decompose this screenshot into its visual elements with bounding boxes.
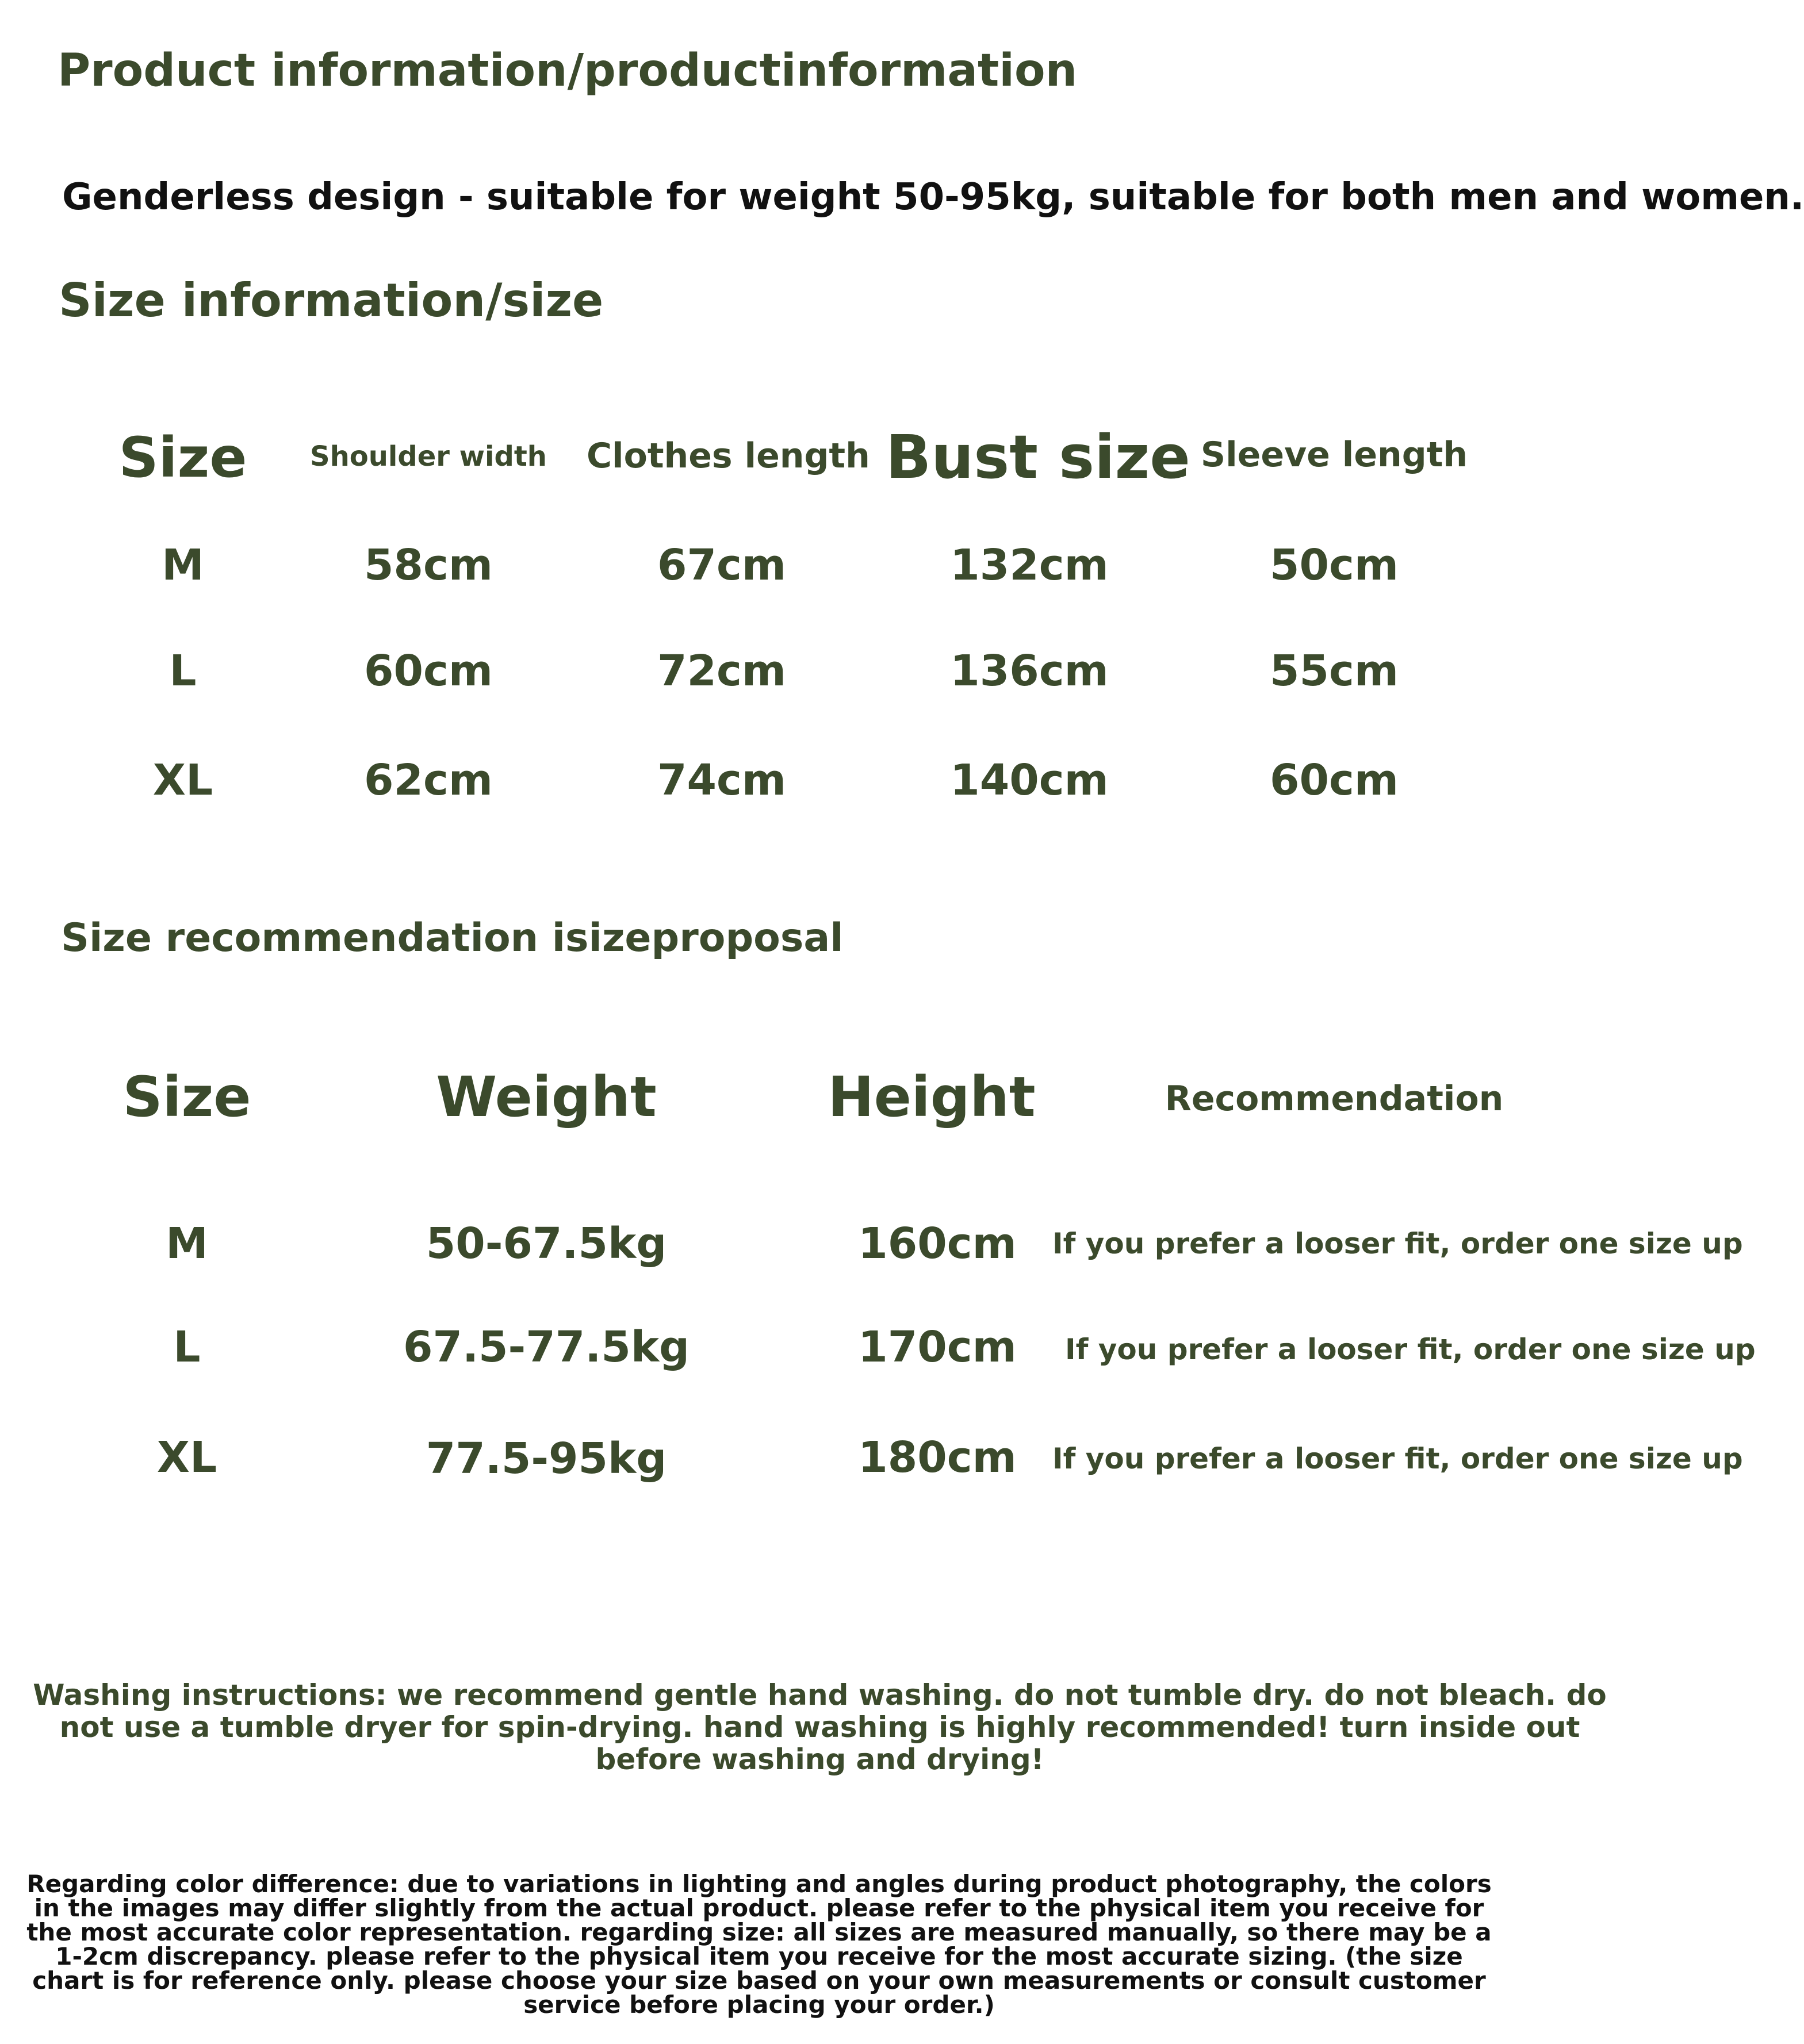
recommendation-row-xl-weight: 77.5-95kg bbox=[426, 1434, 667, 1483]
recommendation-row-xl-height: 180cm bbox=[858, 1433, 1017, 1482]
table-row-m-length: 67cm bbox=[657, 540, 786, 590]
recommendation-row-m-height: 160cm bbox=[858, 1219, 1017, 1268]
size-info-col-size: Size bbox=[118, 425, 247, 490]
table-row-xl-shoulder: 62cm bbox=[364, 756, 493, 805]
recommendation-col-size: Size bbox=[122, 1065, 251, 1129]
recommendation-col-recommendation: Recommendation bbox=[1165, 1079, 1504, 1119]
recommendation-row-xl-text: If you prefer a looser fit, order one size up bbox=[1052, 1442, 1743, 1475]
size-info-col-bust: Bust size bbox=[886, 422, 1190, 492]
page-title: Product information/productinformation bbox=[58, 45, 1078, 97]
size-info-col-sleeve: Sleeve length bbox=[1200, 435, 1468, 475]
recommendation-col-weight: Weight bbox=[436, 1065, 657, 1129]
page-subtitle: Genderless design - suitable for weight 50-95kg, suitable for both men and women. bbox=[62, 176, 1804, 218]
table-row-m-shoulder: 58cm bbox=[364, 540, 493, 590]
table-row-m-sleeve: 50cm bbox=[1270, 540, 1399, 590]
table-row-xl-sleeve: 60cm bbox=[1270, 756, 1399, 805]
table-row-m-size: M bbox=[162, 540, 204, 590]
size-info-col-shoulder: Shoulder width bbox=[310, 440, 547, 473]
recommendation-col-height: Height bbox=[828, 1065, 1036, 1129]
table-row-l-bust: 136cm bbox=[950, 646, 1109, 696]
recommendation-row-xl-size: XL bbox=[156, 1433, 217, 1482]
recommendation-row-l-height: 170cm bbox=[858, 1322, 1017, 1372]
table-row-m-bust: 132cm bbox=[950, 540, 1109, 590]
size-info-heading: Size information/size bbox=[59, 274, 604, 327]
recommendation-row-l-text: If you prefer a looser fit, order one size up bbox=[1065, 1333, 1756, 1366]
size-info-col-length: Clothes length bbox=[587, 436, 870, 476]
table-row-xl-bust: 140cm bbox=[950, 756, 1109, 805]
washing-instructions: Washing instructions: we recommend gentle hand washing. do not tumble dry. do not bleach. do not use a tumble dryer for spin-drying. hand washing is highly recommended! turn inside out before washing and drying! bbox=[33, 1678, 1607, 1776]
recommendation-row-l-size: L bbox=[173, 1322, 201, 1372]
recommendation-row-m-text: If you prefer a looser fit, order one size up bbox=[1052, 1227, 1743, 1260]
recommendation-row-m-weight: 50-67.5kg bbox=[426, 1219, 667, 1268]
color-size-disclaimer: Regarding color difference: due to variations in lighting and angles during product photography, the colors in the images may differ slightly from the actual product. please refer to the physical item you receive for the most accurate color representation. regarding size: all sizes are measured manually, so there may be a 1-2cm discrepancy. please refer to the physical item you receive for the most accurate sizing. (the size chart is for reference only. please choose your size based on your own measurements or consult customer service before placing your order.) bbox=[26, 1870, 1492, 2019]
table-row-l-size: L bbox=[169, 646, 197, 696]
recommendation-row-l-weight: 67.5-77.5kg bbox=[403, 1322, 690, 1372]
size-recommendation-heading: Size recommendation isizeproposal bbox=[61, 915, 844, 961]
table-row-xl-length: 74cm bbox=[657, 756, 786, 805]
table-row-l-length: 72cm bbox=[657, 646, 786, 696]
table-row-l-shoulder: 60cm bbox=[364, 646, 493, 696]
table-row-l-sleeve: 55cm bbox=[1270, 646, 1399, 696]
table-row-xl-size: XL bbox=[152, 756, 213, 805]
recommendation-row-m-size: M bbox=[166, 1219, 208, 1268]
